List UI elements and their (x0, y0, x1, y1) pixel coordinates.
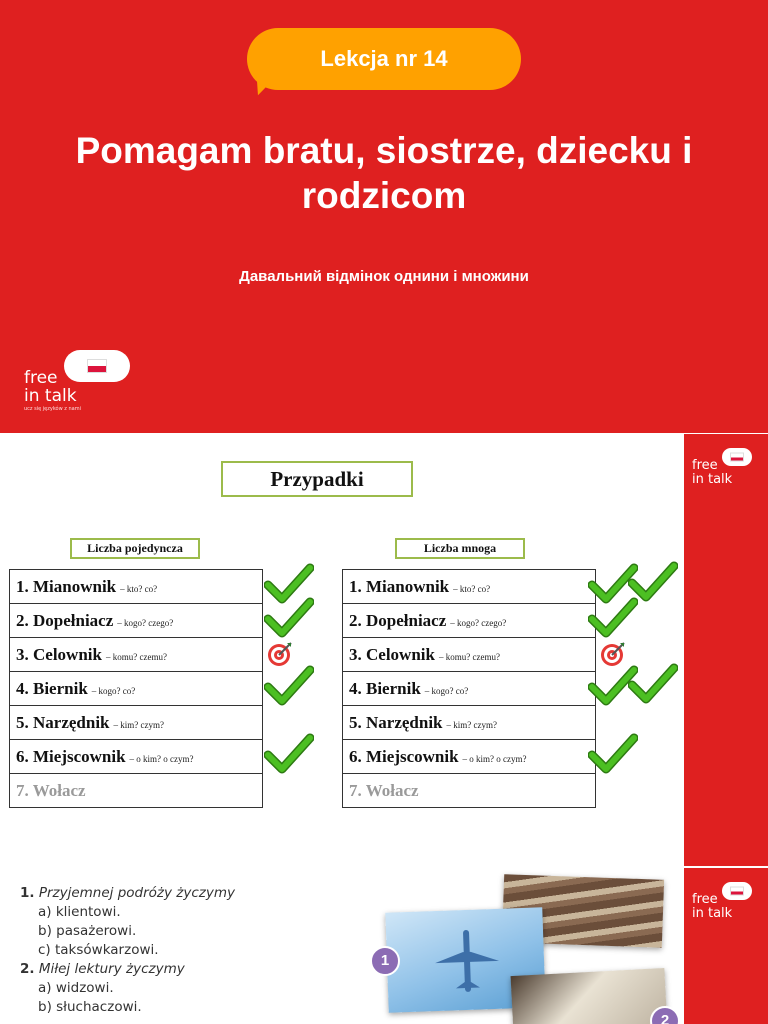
case-name: 4. Biernik (349, 678, 421, 698)
side-strip (684, 434, 768, 866)
case-name: 5. Narzędnik (349, 712, 443, 732)
case-question: – kim? czym? (446, 719, 497, 730)
logo-line-1: free (692, 458, 718, 473)
book-photo (511, 968, 668, 1024)
answer-option[interactable]: a) widzowi. (38, 980, 114, 996)
case-question: – kogo? czego? (450, 617, 507, 628)
table-row (10, 570, 263, 604)
case-question: – o kim? o czym? (462, 753, 527, 764)
case-question: – kto? co? (453, 583, 491, 594)
lesson-subtitle: Давальний відмінок однини і множини (239, 268, 529, 285)
case-question: – komu? czemu? (438, 651, 500, 662)
lesson-number: Lekcja nr 14 (320, 46, 448, 71)
poland-flag-icon (730, 453, 744, 462)
title-slide (0, 0, 768, 433)
table-row (10, 774, 263, 808)
table-row (10, 706, 263, 740)
checkmark-icon (588, 733, 638, 775)
side-strip (684, 868, 768, 1024)
picture-number-badge: 1 (370, 946, 400, 976)
case-question: – o kim? o czym? (129, 753, 194, 764)
answer-option[interactable]: a) klientowi. (38, 904, 121, 920)
case-question: – kogo? czego? (117, 617, 174, 628)
singular-heading: Liczba pojedyncza (70, 538, 200, 559)
table-row (343, 570, 596, 604)
table-row (10, 672, 263, 706)
checkmark-icon (264, 597, 314, 639)
answer-option[interactable]: b) słuchaczowi. (38, 999, 142, 1015)
checkmark-icon (588, 597, 638, 639)
case-name: 7. Wołacz (349, 780, 419, 800)
case-name: 6. Miejscownik (349, 746, 459, 766)
poland-flag-icon (87, 359, 107, 373)
exercise-list (20, 884, 360, 1017)
logo-line-2: in talk (692, 906, 733, 921)
flag-bubble-icon (722, 882, 752, 900)
table-row (343, 706, 596, 740)
case-name: 1. Mianownik (349, 576, 450, 596)
exercise-question: 1. Przyjemnej podróży życzymy (20, 885, 235, 901)
case-name: 6. Miejscownik (16, 746, 126, 766)
case-name: 4. Biernik (16, 678, 88, 698)
table-row (10, 604, 263, 638)
free-in-talk-logo (692, 442, 762, 487)
free-in-talk-logo (24, 350, 134, 415)
lesson-title: Pomagam bratu, siostrze, dziecku i rodzicom (75, 130, 693, 216)
dartboard-target-icon (267, 641, 293, 667)
logo-line-2: in talk (24, 386, 77, 406)
table-row (343, 638, 596, 672)
case-question: – kogo? co? (424, 685, 469, 696)
case-name: 2. Dopełniacz (349, 610, 447, 630)
answer-option[interactable]: b) pasażerowi. (38, 923, 137, 939)
singular-cases-table (9, 569, 263, 808)
flag-bubble-icon (64, 350, 130, 382)
answer-option[interactable]: c) taksówkarzowi. (38, 942, 159, 958)
free-in-talk-logo (692, 876, 762, 921)
table-row (343, 774, 596, 808)
case-name: 7. Wołacz (16, 780, 86, 800)
lesson-badge (247, 28, 521, 90)
table-row (343, 604, 596, 638)
case-name: 3. Celownik (349, 644, 435, 664)
table-row (10, 638, 263, 672)
picture-number-badge: 2 (650, 1006, 680, 1024)
logo-line-1: free (24, 368, 58, 388)
plural-cases-table (342, 569, 596, 808)
table-row (10, 740, 263, 774)
cases-title: Przypadki (221, 461, 413, 497)
case-name: 3. Celownik (16, 644, 102, 664)
flag-bubble-icon (722, 448, 752, 466)
dartboard-target-icon (600, 641, 626, 667)
exercise-question: 2. Miłej lektury życzymy (20, 961, 185, 977)
logo-line-2: in talk (692, 472, 733, 487)
case-question: – kto? co? (120, 583, 158, 594)
checkmark-icon (264, 733, 314, 775)
logo-line-1: free (692, 892, 718, 907)
table-row (343, 740, 596, 774)
case-name: 5. Narzędnik (16, 712, 110, 732)
checkmark-icon (264, 665, 314, 707)
case-question: – kim? czym? (113, 719, 164, 730)
poland-flag-icon (730, 887, 744, 896)
plural-heading: Liczba mnoga (395, 538, 525, 559)
case-name: 2. Dopełniacz (16, 610, 114, 630)
table-row (343, 672, 596, 706)
checkmark-icon (628, 663, 678, 705)
case-question: – komu? czemu? (105, 651, 167, 662)
case-question: – kogo? co? (91, 685, 136, 696)
logo-tagline: ucz się języków z nami (24, 406, 82, 412)
case-name: 1. Mianownik (16, 576, 117, 596)
